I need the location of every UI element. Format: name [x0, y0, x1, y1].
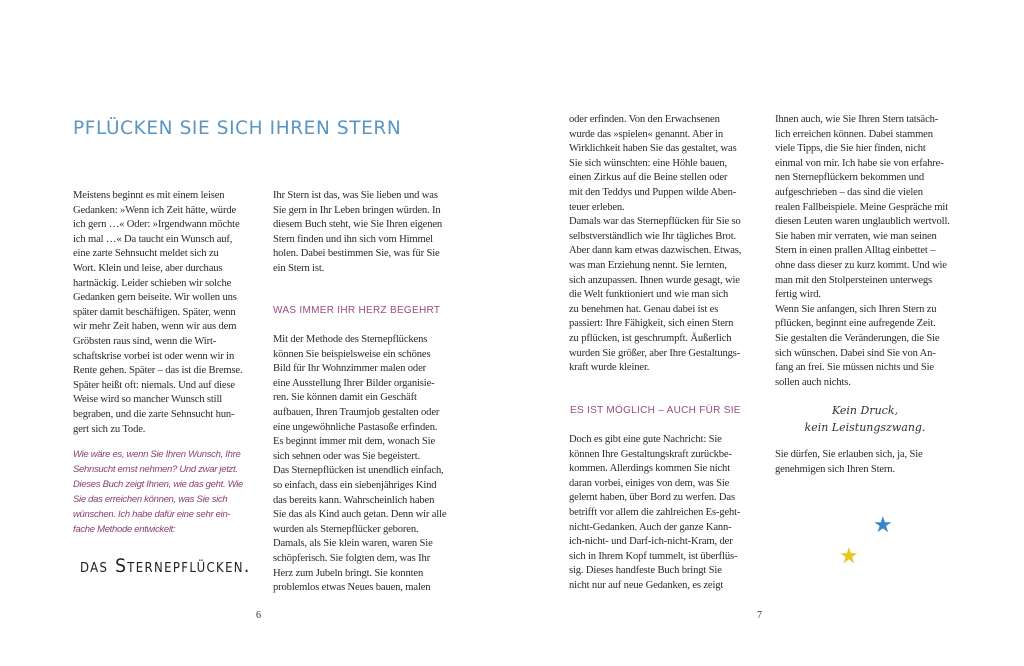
text-line: kraft wurde kleiner. [569, 362, 650, 374]
text-line: Kein Druck, [831, 404, 899, 417]
column-4-text [775, 113, 960, 390]
text-line: diesen Leuten waren unglaublich wertvoll. [775, 216, 950, 228]
text-line: sich in Ihrem Kopf tummelt, ist überflüs- [569, 550, 738, 562]
text-line: mit den Teddys und Puppen wilde Aben- [569, 186, 737, 198]
text-line: die Welt funktioniert und wie man sich [569, 289, 729, 301]
text-line: fache Methode entwickelt: [73, 524, 176, 535]
text-line: realen Fallbeispiele. Meine Gespräche mit [775, 201, 948, 213]
text-line: ich gern …« Oder: »Irgendwann möchte [73, 219, 240, 231]
highlighted-quote [73, 447, 243, 537]
text-line: später damit beschäftigen. Später, wenn [73, 306, 236, 318]
text-line: Sie haben mir verraten, wie man seinen [775, 230, 937, 242]
text-line: zu pflücken, ist geschrumpft. Äußerlich [569, 332, 732, 344]
text-line: problemlos etwas Neues bauen, malen [273, 582, 431, 594]
text-line: nicht nur auf neue Gedanken, es zeigt [569, 579, 724, 591]
text-line: einen Zirkus auf die Beine stellen oder [569, 172, 728, 184]
text-line: Es beginnt immer mit dem, wonach Sie [273, 436, 436, 448]
text-line: Sie das als Kind auch getan. Denn wir alle [273, 509, 447, 521]
text-line: Ihr Stern ist das, was Sie lieben und was [273, 190, 438, 201]
text-line: daran vorbei, einiges von dem, was Sie [569, 477, 730, 489]
text-line: kein Leistungszwang. [804, 421, 926, 434]
text-line: viele Tipps, die Sie hier finden, nicht [775, 143, 926, 155]
text-line: eine Ausstellung Ihrer Bilder organisie- [273, 377, 435, 389]
text-line: Stern finden und ihn sich vom Himmel [273, 233, 433, 245]
text-line: fertig wird. [775, 289, 821, 301]
column-2-text [273, 333, 458, 596]
text-line: Ihnen auch, wie Sie Ihren Stern tatsäch- [775, 114, 939, 125]
text-line: nen Sternepflückern bekommen und [775, 172, 925, 184]
text-line: sich wünschen. Dabei sind Sie von An- [775, 347, 936, 359]
page-number-left: 6 [256, 610, 261, 621]
text-line: ich mal …« Da taucht ein Wunsch auf, [73, 233, 233, 245]
text-line: oder erfinden. Von den Erwachsenen [569, 114, 720, 125]
text-line: so einfach, dass ein siebenjähriges Kind [273, 479, 437, 491]
text-line: Doch es gibt eine gute Nachricht: Sie [569, 434, 722, 445]
text-line: Bild für Ihr Wohnzimmer malen oder [273, 363, 427, 375]
column-4-end [775, 448, 960, 477]
text-line: teuer erleben. [569, 201, 625, 213]
text-line: wir mehr Zeit haben, wenn wir aus dem [73, 321, 237, 333]
text-line: Meistens beginnt es mit einem leisen [73, 190, 225, 201]
text-line: sich anzupassen. Ihnen wurde gesagt, wie [569, 274, 740, 286]
script-callout [770, 402, 960, 436]
blue-star-icon: ★ [873, 512, 893, 537]
text-line: Mit der Methode des Sternepflückens [273, 334, 428, 345]
text-line: Wie wäre es, wenn Sie Ihren Wunsch, Ihre [73, 449, 241, 460]
text-line: passiert: Ihre Fähigkeit, sich einen Stern [569, 318, 734, 330]
text-line: fang an frei. Sie müssen nichts und Sie [775, 362, 934, 374]
text-line: Dieses Buch zeigt Ihnen, wie das geht. Wie [73, 479, 244, 490]
text-line: können Ihre Gestaltungskraft zurückbe- [569, 448, 732, 460]
text-line: Sie dürfen, Sie erlauben sich, ja, Sie [775, 449, 923, 460]
text-line: Wort. Klein und leise, aber durchaus [73, 262, 223, 274]
text-line: Sie sich wünschten: eine Höhle bauen, [569, 157, 728, 169]
text-line: pflücken, beginnt eine aufregende Zeit. [775, 318, 936, 330]
text-line: gert sich zu Tode. [73, 423, 146, 435]
column-1-text [73, 189, 258, 437]
text-line: ohne dass dieser zu kurz kommt. Und wie [775, 259, 947, 271]
text-line: einmal von mir. Ich habe sie von erfahre- [775, 157, 944, 169]
text-line: zu benehmen hat. Genau dabei ist es [569, 303, 719, 315]
text-line: Gedanken: »Wenn ich Zeit hätte, würde [73, 204, 237, 216]
text-line: Sie das erreichen können, was Sie sich [73, 494, 228, 505]
text-line: das bereits kann. Wahrscheinlich haben [273, 494, 435, 506]
text-line: was man Erziehung nennt. Sie lernten, [569, 259, 727, 271]
text-line: wurden als Sternepflücker geboren. [273, 523, 419, 535]
text-line: eine zarte Sehnsucht meldet sich zu [73, 248, 219, 260]
text-line: aufgeschrieben – das sind die vielen [775, 186, 923, 198]
text-line: gelernt haben, über Bord zu werfen. Das [569, 492, 735, 504]
text-line: Damals, als Sie klein waren, waren Sie [273, 538, 433, 550]
text-line: Das Sternepflücken ist unendlich einfach, [273, 465, 444, 477]
text-line: Sie gern in Ihr Leben bringen würden. In [273, 204, 441, 216]
text-line: holen. Dabei bestimmen Sie, was für Sie [273, 248, 440, 260]
text-line: ren. Sie können damit ein Geschäft [273, 392, 417, 404]
text-line: Sie gestalten die Veränderungen, die Sie [775, 332, 940, 344]
text-line: betrifft vor allem die zahlreichen Es-geht- [569, 506, 741, 518]
handwritten-method-name: das Sternepflücken. [80, 555, 251, 577]
text-line: Wirklichkeit haben Sie das gestaltet, was [569, 143, 737, 155]
text-line: Damals war das Sternepflücken für Sie so [569, 216, 741, 228]
text-line: ich-nicht- und Darf-ich-nicht-Kram, der [569, 536, 733, 548]
text-line: wünschen. Ich habe dafür eine sehr ein- [73, 509, 231, 520]
text-line: lich erreichen können. Dabei stammen [775, 128, 933, 140]
text-line: Sehnsucht ernst nehmen? Und zwar jetzt. [73, 464, 238, 475]
text-line: Aber dann kam etwas dazwischen. Etwas, [569, 245, 742, 257]
text-line: Herz zum Jubeln bringt. Sie konnten [273, 567, 424, 579]
text-line: Stern in einen prallen Alltag einbettet – [775, 245, 936, 257]
text-line: begraben, und die zarte Sehnsucht hun- [73, 408, 235, 420]
column-3-text [569, 113, 754, 376]
text-line: selbstverständlich wie Ihr tägliches Brot. [569, 230, 736, 242]
text-line: aufbauen, Ihren Traumjob gestalten oder [273, 406, 440, 418]
text-line: schöpferisch. Sie folgten dem, was Ihr [273, 552, 430, 564]
section-heading-herz: WAS IMMER IHR HERZ BEGEHRT [273, 305, 441, 316]
text-line: schaftskrise vorbei ist oder wenn wir in [73, 350, 235, 362]
column-3-continued [569, 433, 754, 594]
text-line: Gedanken gern beiseite. Wir wollen uns [73, 292, 237, 304]
chapter-title: PFLÜCKEN SIE SICH IHREN STERN [73, 118, 402, 139]
text-line: Später heißt oft: niemals. Und auf diese [73, 379, 235, 391]
text-line: sich sehnen oder was Sie begeistert. [273, 450, 420, 462]
text-line: wurden Sie größer, aber Ihre Gestaltungs- [569, 347, 741, 359]
text-line: wurde das »spielen« genannt. Aber in [569, 128, 724, 140]
text-line: nicht-Gedanken. Auch der ganze Kann- [569, 521, 732, 533]
text-line: sollen auch nichts. [775, 376, 851, 388]
text-line: Wenn Sie anfangen, sich Ihren Stern zu [775, 303, 937, 315]
right-page [512, 0, 1024, 666]
text-line: Weise wird so mancher Wunsch still [73, 394, 223, 406]
page-number-right: 7 [757, 610, 762, 621]
text-line: hartnäckig. Leider schieben wir solche [73, 277, 232, 289]
yellow-star-icon: ★ [839, 543, 859, 568]
text-line: können Sie beispielsweise ein schönes [273, 348, 431, 360]
text-line: diesem Buch steht, wie Sie Ihren eigenen [273, 219, 443, 231]
text-line: ein Stern ist. [273, 262, 325, 274]
text-line: Gröbsten raus sind, wenn die Wirt- [73, 335, 217, 347]
text-line: man mit den Stolpersteinen unterwegs [775, 274, 933, 286]
text-line: Rente gehen. Später – das ist die Bremse. [73, 365, 243, 377]
column-2-intro [273, 189, 458, 277]
text-line: sig. Dieses handfeste Buch bringt Sie [569, 565, 722, 577]
text-line: genehmigen sich Ihren Stern. [775, 463, 895, 475]
text-line: eine ungewöhnliche Pastasoße erfinden. [273, 421, 438, 433]
text-line: kommen. Allerdings kommen Sie nicht [569, 463, 730, 475]
section-heading-moeglich: ES IST MÖGLICH – AUCH FÜR SIE [570, 405, 741, 416]
